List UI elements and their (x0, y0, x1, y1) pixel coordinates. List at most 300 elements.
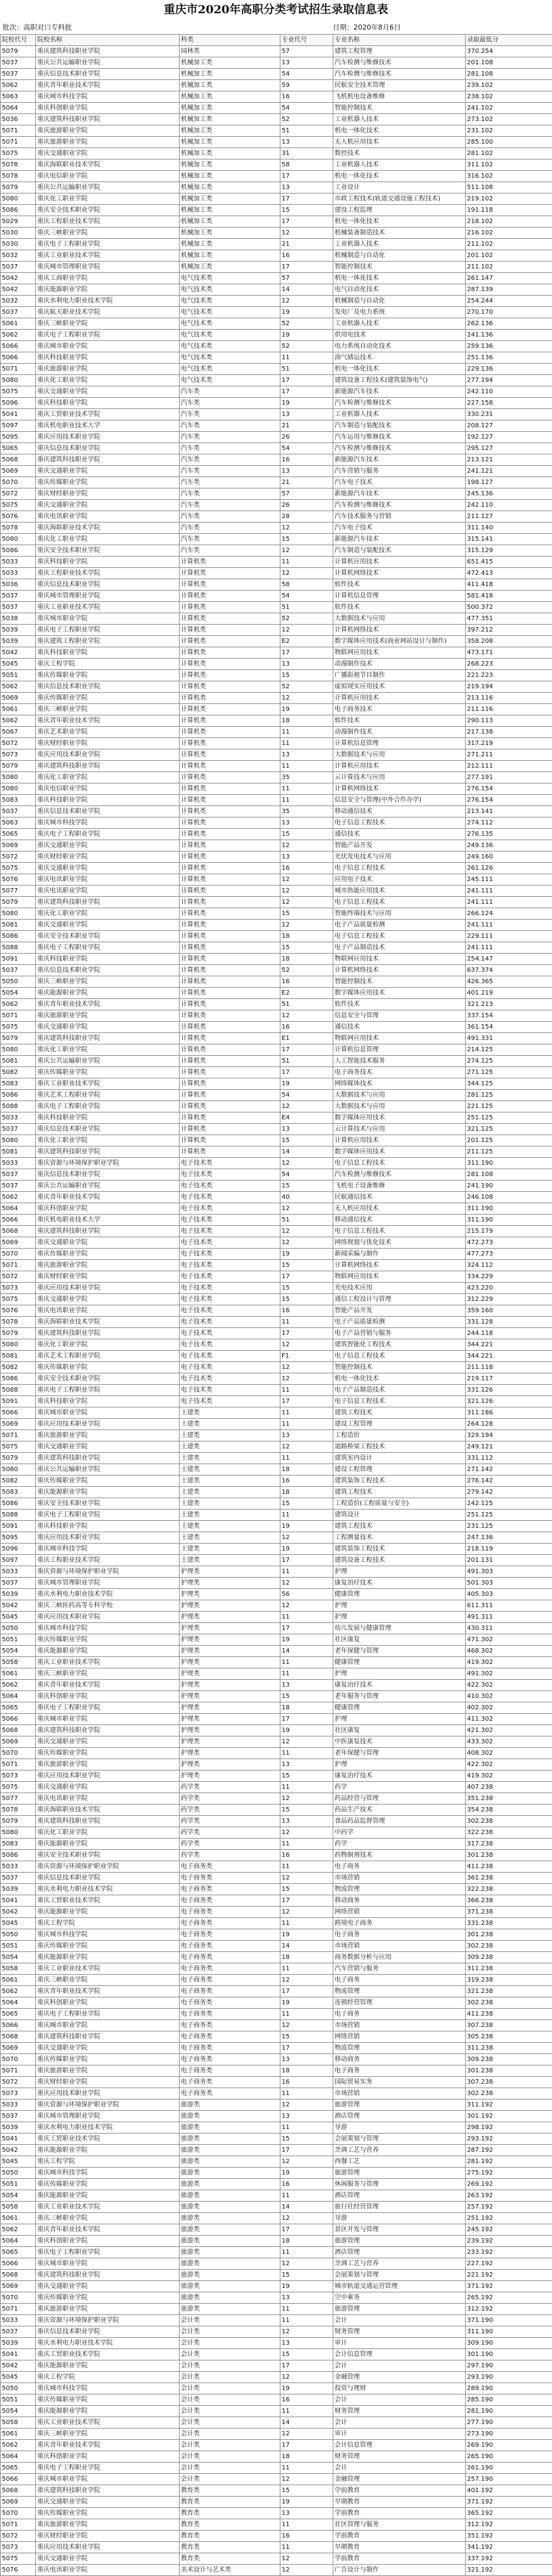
category-cell: 旅游类 (180, 2134, 280, 2145)
category-cell: 计算机类 (180, 749, 280, 761)
table-row (1, 125, 552, 137)
table-row (1, 1022, 552, 1033)
table-row (1, 852, 552, 863)
major-name-cell: 广播影视节目制作 (333, 670, 466, 681)
category-cell: 护理类 (180, 1657, 280, 1668)
school-code-cell: 5081 (1, 1056, 36, 1067)
category-cell: 旅游类 (180, 2190, 280, 2202)
school-code-cell: 5075 (1, 386, 36, 398)
category-cell: 计算机类 (180, 817, 280, 829)
school-code-cell: 5039 (1, 1884, 36, 1895)
major-code-cell: 11 (280, 1612, 333, 1623)
min-score-cell: 317.238 (466, 1839, 552, 1850)
min-score-cell: 309.238 (466, 1952, 552, 1963)
table-row (1, 2099, 552, 2111)
major-code-cell: 15 (280, 1135, 333, 1146)
min-score-cell: 242.110 (466, 386, 552, 398)
school-code-cell: 5071 (1, 2065, 36, 2077)
table-row (1, 897, 552, 908)
category-cell: 土建类 (180, 1441, 280, 1453)
school-code-cell: 5063 (1, 817, 36, 829)
school-code-cell: 5076 (1, 511, 36, 523)
major-name-cell: 新能源汽车技术 (333, 534, 466, 545)
major-name-cell: 电子信息工程技术 (333, 863, 466, 874)
major-code-cell: 15 (280, 1283, 333, 1294)
major-name-cell: 电气自动化技术 (333, 284, 466, 296)
major-name-cell: 康复治疗技术 (333, 1770, 466, 1782)
category-cell: 会计类 (180, 2383, 280, 2394)
school-code-cell: 5050 (1, 1929, 36, 1941)
table-row (1, 477, 552, 488)
school-name-cell: 重庆建筑科技职业学院 (36, 2270, 180, 2281)
school-name-cell: 重庆应用技术职业学院 (36, 1612, 180, 1623)
school-name-cell: 重庆工程学院 (36, 1918, 180, 1929)
min-score-cell: 271.211 (466, 749, 552, 761)
major-code-cell: 12 (280, 2258, 333, 2270)
major-name-cell: 建筑智能化工程技术 (333, 1339, 466, 1351)
table-row (1, 2349, 552, 2360)
major-code-cell: 12 (280, 1532, 333, 1544)
school-name-cell: 重庆信息技术职业学院 (36, 69, 180, 80)
school-code-cell: 5082 (1, 1067, 36, 1078)
major-code-cell: 17 (280, 1044, 333, 1056)
min-score-cell: 351.238 (466, 1793, 552, 1805)
major-code-cell: 12 (280, 897, 333, 908)
major-name-cell: 电子产品质量检测 (333, 1317, 466, 1328)
major-name-cell: 学前教育 (333, 2485, 466, 2497)
min-score-cell: 261.126 (466, 863, 552, 874)
school-name-cell: 重庆电讯职业学院 (36, 2565, 180, 2576)
school-name-cell: 重庆电子工程职业学院 (36, 1101, 180, 1112)
category-cell: 计算机类 (180, 954, 280, 965)
min-score-cell: 244.118 (466, 1328, 552, 1339)
major-code-cell: 14 (280, 1146, 333, 1158)
table-row (1, 738, 552, 749)
school-code-cell: 5033 (1, 568, 36, 579)
school-code-cell: 5066 (1, 2474, 36, 2485)
min-score-cell: 309.190 (466, 2338, 552, 2349)
min-score-cell: 311.238 (466, 2043, 552, 2054)
school-name-cell: 重庆化工职业学院 (36, 1827, 180, 1839)
min-score-cell: 211.118 (466, 1362, 552, 1373)
school-name-cell: 重庆建筑科技职业学院 (36, 46, 180, 57)
min-score-cell: 281.125 (466, 1090, 552, 1101)
school-name-cell: 重庆城市科技学院 (36, 91, 180, 103)
category-cell: 土建类 (180, 1407, 280, 1419)
school-code-cell: 5083 (1, 1839, 36, 1850)
table-row (1, 2519, 552, 2531)
min-score-cell: 371.192 (466, 2497, 552, 2508)
major-name-cell: 数字媒体应用技术 (333, 988, 466, 999)
min-score-cell: 233.192 (466, 2247, 552, 2258)
school-name-cell: 重庆传媒职业学院 (36, 2508, 180, 2519)
table-row (1, 1362, 552, 1373)
major-code-cell: 13 (280, 2054, 333, 2065)
major-code-cell: 51 (280, 1056, 333, 1067)
min-score-cell: 281.192 (466, 2156, 552, 2168)
school-code-cell: 5062 (1, 1986, 36, 1997)
major-name-cell: 学前教育 (333, 2531, 466, 2542)
table-row (1, 1861, 552, 1873)
school-name-cell: 重庆信息技术职业学院 (36, 1169, 180, 1181)
min-score-cell: 249.121 (466, 1441, 552, 1453)
school-name-cell: 重庆三峡职业学院 (36, 2429, 180, 2440)
table-row (1, 80, 552, 91)
table-row (1, 1793, 552, 1805)
school-name-cell: 重庆水利电力职业技术学院 (36, 1884, 180, 1895)
school-code-cell: 5070 (1, 2292, 36, 2304)
min-score-cell: 312.192 (466, 2519, 552, 2531)
major-code-cell: 12 (280, 1600, 333, 1612)
min-score-cell: 472.413 (466, 568, 552, 579)
school-name-cell: 重庆电子工程职业学院 (36, 330, 180, 341)
school-code-cell: 5079 (1, 761, 36, 772)
major-code-cell: 12 (280, 1827, 333, 1839)
category-cell: 电子商务类 (180, 1941, 280, 1952)
table-row (1, 1510, 552, 1521)
category-cell: 计算机类 (180, 1135, 280, 1146)
major-code-cell: 17 (280, 1328, 333, 1339)
major-code-cell: 26 (280, 500, 333, 511)
school-code-cell: 5054 (1, 988, 36, 999)
major-code-cell: 11 (280, 2190, 333, 2202)
table-row (1, 829, 552, 840)
table-row (1, 307, 552, 318)
table-row (1, 1419, 552, 1430)
major-name-cell: 会计信息管理 (333, 2440, 466, 2451)
major-name-cell: 会计 (333, 2315, 466, 2326)
major-code-cell: 12 (280, 693, 333, 704)
min-score-cell: 322.238 (466, 1827, 552, 1839)
category-cell: 机械加工类 (180, 159, 280, 171)
min-score-cell: 241.111 (466, 920, 552, 931)
major-code-cell: 15 (280, 2031, 333, 2043)
school-name-cell: 重庆三峡职业学院 (36, 2213, 180, 2224)
table-row (1, 1600, 552, 1612)
major-name-cell: 旅游管理 (333, 2099, 466, 2111)
school-name-cell: 重庆能源职业学院 (36, 1839, 180, 1850)
school-code-cell: 5080 (1, 783, 36, 795)
school-code-cell: 5080 (1, 1827, 36, 1839)
category-cell: 旅游类 (180, 2270, 280, 2281)
table-row (1, 1226, 552, 1237)
major-name-cell: 无人机应用技术 (333, 137, 466, 148)
table-row (1, 2134, 552, 2145)
min-score-cell: 219.102 (466, 193, 552, 205)
major-name-cell: 市场营销 (333, 2088, 466, 2099)
school-name-cell: 重庆建筑科技职业学院 (36, 1328, 180, 1339)
school-name-cell: 重庆水利电力职业技术学院 (36, 1589, 180, 1600)
major-name-cell: 酒店管理 (333, 2111, 466, 2122)
major-name-cell: 汽车检测与维修技术 (333, 443, 466, 454)
table-row (1, 2485, 552, 2497)
school-code-cell: 5076 (1, 1305, 36, 1317)
category-cell: 旅游类 (180, 2145, 280, 2156)
category-cell: 计算机类 (180, 988, 280, 999)
min-score-cell: 211.127 (466, 511, 552, 523)
school-name-cell: 重庆应用技术职业学院 (36, 2088, 180, 2099)
school-code-cell: 5075 (1, 1022, 36, 1033)
major-name-cell: 电子商务 (333, 1929, 466, 1941)
school-code-cell: 5075 (1, 863, 36, 874)
table-header-row (1, 35, 552, 46)
category-cell: 土建类 (180, 1430, 280, 1441)
major-code-cell: 13 (280, 1759, 333, 1770)
min-score-cell: 261.147 (466, 273, 552, 284)
school-code-cell: 5069 (1, 2043, 36, 2054)
school-code-cell: 5039 (1, 1589, 36, 1600)
min-score-cell: 301.238 (466, 2065, 552, 2077)
table-row (1, 931, 552, 942)
min-score-cell: 208.127 (466, 420, 552, 432)
major-name-cell: 建筑工程技术 (333, 1407, 466, 1419)
school-code-cell: 5038 (1, 613, 36, 625)
school-code-cell: 5051 (1, 2394, 36, 2406)
table-row (1, 2270, 552, 2281)
major-code-cell: 19 (280, 1544, 333, 1555)
category-cell: 土建类 (180, 1487, 280, 1498)
school-code-cell: 5065 (1, 443, 36, 454)
table-row (1, 2474, 552, 2485)
major-code-cell: 18 (280, 1464, 333, 1476)
table-row (1, 137, 552, 148)
category-cell: 旅游类 (180, 2099, 280, 2111)
major-name-cell: 社区管理与服务 (333, 2519, 466, 2531)
min-score-cell: 231.102 (466, 125, 552, 137)
school-name-cell: 重庆科创职业学院 (36, 1203, 180, 1215)
major-code-cell: 12 (280, 2156, 333, 2168)
major-name-cell: 建筑装饰工程技术 (333, 1544, 466, 1555)
table-row (1, 670, 552, 681)
table-row (1, 1975, 552, 1986)
school-code-cell: 5037 (1, 262, 36, 273)
table-row (1, 1805, 552, 1816)
category-cell: 计算机类 (180, 670, 280, 681)
school-code-cell: 5042 (1, 1600, 36, 1612)
school-code-cell: 5063 (1, 91, 36, 103)
major-code-cell: 11 (280, 2009, 333, 2020)
table-row (1, 69, 552, 80)
major-name-cell: 烹调工艺与营养 (333, 2145, 466, 2156)
table-row (1, 1566, 552, 1578)
category-cell: 计算机类 (180, 715, 280, 727)
school-name-cell: 重庆电子工程职业学院 (36, 829, 180, 840)
category-cell: 旅游类 (180, 2111, 280, 2122)
school-name-cell: 重庆财经职业学院 (36, 488, 180, 500)
table-row (1, 1215, 552, 1226)
table-row (1, 2258, 552, 2270)
min-score-cell: 309.238 (466, 2054, 552, 2065)
school-name-cell: 重庆机电职业技术大学 (36, 1215, 180, 1226)
min-score-cell: 274.125 (466, 1056, 552, 1067)
table-row (1, 2565, 552, 2576)
table-row (1, 171, 552, 182)
major-code-cell: 16 (280, 91, 333, 103)
category-cell: 机械加工类 (180, 193, 280, 205)
school-name-cell: 重庆信息技术职业学院 (36, 806, 180, 817)
major-code-cell: 12 (280, 2099, 333, 2111)
category-cell: 汽车类 (180, 523, 280, 534)
table-row (1, 647, 552, 659)
page-title: 重庆市2020年高职分类考试招生录取信息表 (0, 3, 552, 18)
category-cell: 汽车类 (180, 511, 280, 523)
major-code-cell: 16 (280, 454, 333, 466)
major-code-cell: 16 (280, 976, 333, 988)
school-code-cell: 5029 (1, 216, 36, 228)
major-name-cell: 移动通信技术 (333, 1215, 466, 1226)
major-code-cell: 11 (280, 783, 333, 795)
min-score-cell: 433.302 (466, 1736, 552, 1748)
major-name-cell: 药品生产技术 (333, 1805, 466, 1816)
school-code-cell: 5037 (1, 1124, 36, 1135)
major-code-cell: 18 (280, 1487, 333, 1498)
min-score-cell: 229.111 (466, 931, 552, 942)
category-cell: 计算机类 (180, 1146, 280, 1158)
min-score-cell: 271.142 (466, 1464, 552, 1476)
school-name-cell: 重庆交通职业学院 (36, 386, 180, 398)
table-row (1, 1725, 552, 1736)
min-score-cell: 241.102 (466, 103, 552, 114)
category-cell: 电子技术类 (180, 1385, 280, 1396)
min-score-cell: 277.194 (466, 375, 552, 386)
min-score-cell: 301.238 (466, 1929, 552, 1941)
major-code-cell: 17 (280, 1623, 333, 1634)
school-code-cell: 5045 (1, 2372, 36, 2383)
major-code-cell: E1 (280, 1033, 333, 1044)
min-score-cell: 273.102 (466, 114, 552, 125)
table-row (1, 1759, 552, 1770)
category-cell: 汽车类 (180, 477, 280, 488)
major-name-cell: 汽车检测与维修技术 (333, 398, 466, 409)
school-name-cell: 重庆电讯职业学院 (36, 1793, 180, 1805)
major-name-cell: 民航安全技术管理 (333, 80, 466, 91)
min-score-cell: 242.125 (466, 1498, 552, 1510)
school-name-cell: 重庆建筑科技职业学院 (36, 2031, 180, 2043)
category-cell: 护理类 (180, 1725, 280, 1736)
school-name-cell: 重庆传媒职业学院 (36, 1941, 180, 1952)
school-name-cell: 重庆工业职业技术学院 (36, 250, 180, 262)
school-code-cell: 5079 (1, 1328, 36, 1339)
category-cell: 会计类 (180, 2474, 280, 2485)
major-code-cell: 13 (280, 852, 333, 863)
school-code-cell: 5081 (1, 1146, 36, 1158)
school-code-cell: 5042 (1, 1907, 36, 1918)
major-code-cell: 13 (280, 659, 333, 670)
major-name-cell: 电子商务 (333, 2065, 466, 2077)
category-cell: 电子商务类 (180, 2077, 280, 2088)
school-name-cell: 重庆资源与环境保护职业学院 (36, 2099, 180, 2111)
table-row (1, 999, 552, 1010)
category-cell: 计算机类 (180, 999, 280, 1010)
table-row (1, 602, 552, 613)
major-code-cell: 19 (280, 1078, 333, 1090)
major-code-cell: 54 (280, 103, 333, 114)
min-score-cell: 351.192 (466, 2531, 552, 2542)
table-row (1, 114, 552, 125)
category-cell: 护理类 (180, 1589, 280, 1600)
school-code-cell: 5062 (1, 999, 36, 1010)
table-row (1, 2497, 552, 2508)
school-code-cell: 5041 (1, 1895, 36, 1907)
major-code-cell: 11 (280, 2122, 333, 2134)
major-name-cell: 电子信息工程技术 (333, 1351, 466, 1362)
category-cell: 电子技术类 (180, 1362, 280, 1373)
category-cell: 会计类 (180, 2338, 280, 2349)
school-name-cell: 重庆信息技术职业学院 (36, 2326, 180, 2338)
major-code-cell: 11 (280, 795, 333, 806)
table-row (1, 2145, 552, 2156)
table-row (1, 398, 552, 409)
school-code-cell: 5066 (1, 1407, 36, 1419)
major-name-cell: 电子产品质量检测 (333, 920, 466, 931)
school-code-cell: 5065 (1, 829, 36, 840)
major-code-cell: 19 (280, 2168, 333, 2179)
school-code-cell: 5051 (1, 2179, 36, 2190)
school-code-cell: 5072 (1, 488, 36, 500)
major-code-cell: 31 (280, 148, 333, 159)
table-row (1, 545, 552, 557)
school-name-cell: 重庆三峡职业学院 (36, 228, 180, 239)
major-name-cell: 应用电子技术 (333, 874, 466, 886)
major-code-cell: 12 (280, 228, 333, 239)
major-name-cell: 社区康复 (333, 1634, 466, 1646)
min-score-cell: 302.238 (466, 1997, 552, 2009)
school-code-cell: 5096 (1, 398, 36, 409)
school-code-cell: 5032 (1, 250, 36, 262)
table-row (1, 1680, 552, 1691)
major-code-cell: E4 (280, 1112, 333, 1124)
major-code-cell: 19 (280, 1521, 333, 1532)
school-name-cell: 重庆交通职业学院 (36, 1736, 180, 1748)
school-code-cell: 5073 (1, 2088, 36, 2099)
school-name-cell: 重庆交通职业学院 (36, 500, 180, 511)
school-code-cell: 5066 (1, 341, 36, 352)
school-code-cell: 5078 (1, 1317, 36, 1328)
major-code-cell: 18 (280, 931, 333, 942)
school-code-cell: 5041 (1, 2134, 36, 2145)
min-score-cell: 401.219 (466, 988, 552, 999)
major-name-cell: 建设工程管理 (333, 1419, 466, 1430)
school-code-cell: 5032 (1, 296, 36, 307)
min-score-cell: 322.238 (466, 1884, 552, 1895)
school-name-cell: 重庆能源职业学院 (36, 284, 180, 296)
min-score-cell: 371.238 (466, 1907, 552, 1918)
major-code-cell: 19 (280, 398, 333, 409)
major-name-cell: 会展策划与管理 (333, 2270, 466, 2281)
major-code-cell: 11 (280, 738, 333, 749)
category-cell: 计算机类 (180, 886, 280, 897)
category-cell: 计算机类 (180, 829, 280, 840)
school-code-cell: 5071 (1, 1260, 36, 1271)
category-cell: 教育类 (180, 2542, 280, 2553)
min-score-cell: 276.154 (466, 783, 552, 795)
major-name-cell: 烹调工艺与营养 (333, 2258, 466, 2270)
major-name-cell: 移动商务 (333, 2054, 466, 2065)
school-code-cell: 5077 (1, 1793, 36, 1805)
min-score-cell: 366.238 (466, 1895, 552, 1907)
school-code-cell: 5069 (1, 1736, 36, 1748)
category-cell: 电子商务类 (180, 1963, 280, 1975)
min-score-cell: 311.190 (466, 1158, 552, 1169)
table-row (1, 1907, 552, 1918)
category-cell: 电气技术类 (180, 296, 280, 307)
major-name-cell: 智能产品开发 (333, 840, 466, 852)
major-name-cell: 无人机应用技术 (333, 1203, 466, 1215)
school-name-cell: 重庆交通职业学院 (36, 840, 180, 852)
school-code-cell: 5066 (1, 352, 36, 364)
category-cell: 会计类 (180, 2326, 280, 2338)
school-code-cell: 5076 (1, 874, 36, 886)
